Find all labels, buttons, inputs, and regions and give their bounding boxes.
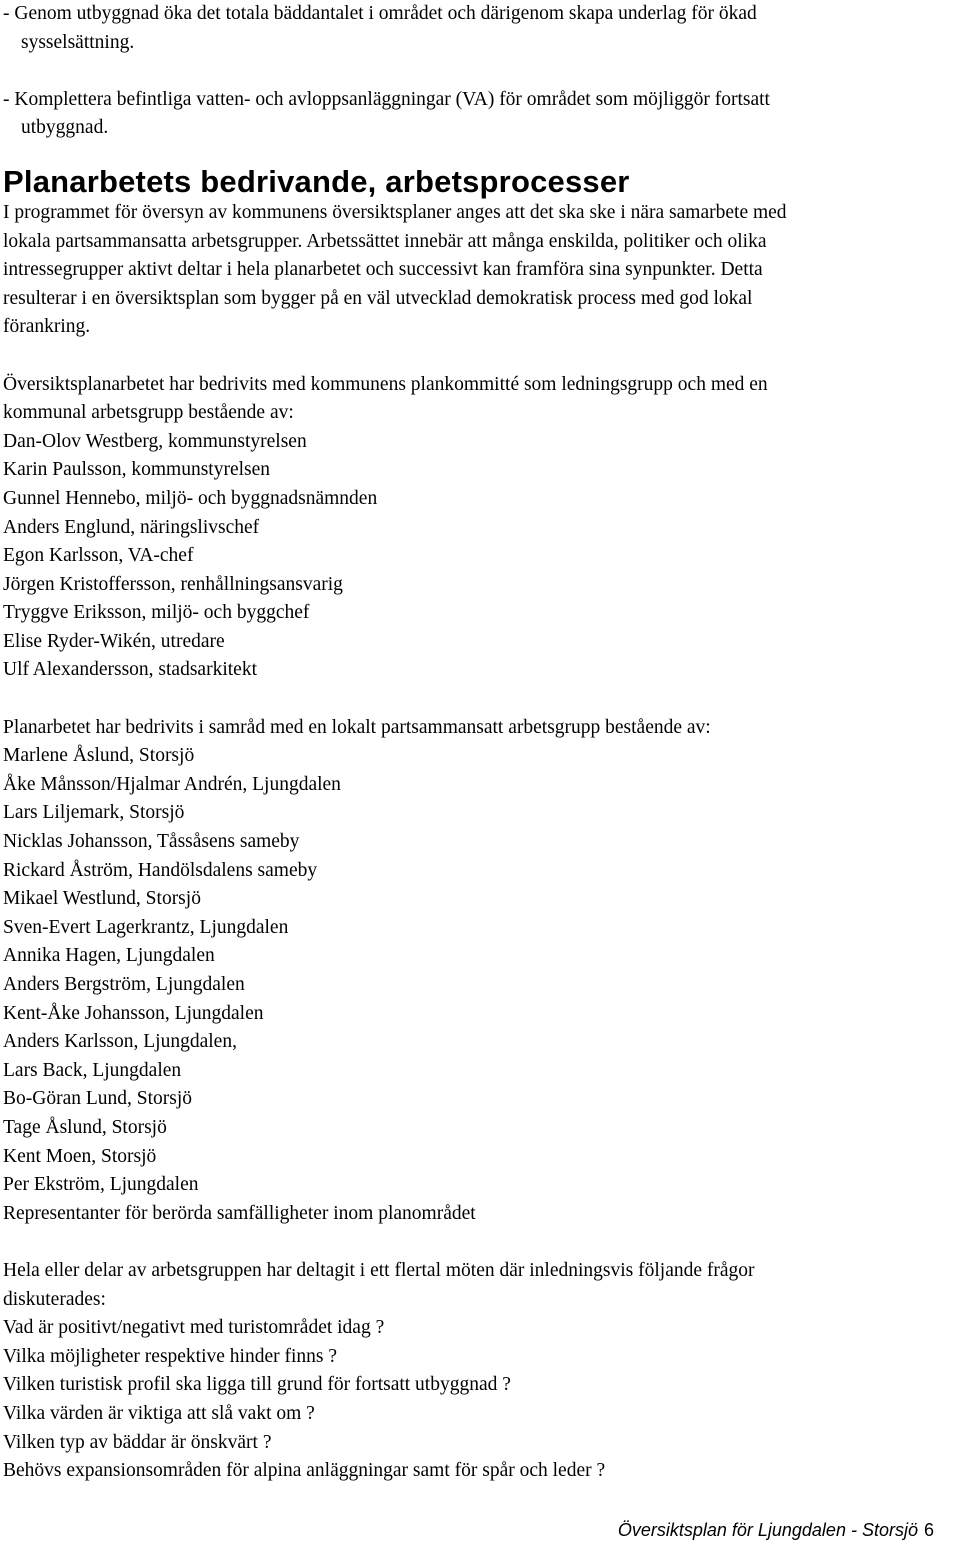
paragraph-line: I programmet för översyn av kommunens översiktsplaner anges att det ska ske i nära samarbete med [3,201,787,223]
list-item: Anders Englund, näringslivschef [3,516,260,538]
paragraph-line: förankring. [3,316,91,338]
bullet-line-continued: utbyggnad. [21,117,109,139]
paragraph-line: lokala partsammansatta arbetsgrupper. Arbetssättet innebär att många enskilda, politiker och olika [3,230,767,252]
page-number: 6 [923,1520,934,1540]
list-item: Ulf Alexandersson, stadsarkitekt [3,659,257,681]
paragraph-line: resulterar i en översiktsplan som bygger på en väl utvecklad demokratisk process med god lokal [3,287,753,309]
list-item: Sven-Evert Lagerkrantz, Ljungdalen [3,916,289,938]
bullet-item [3,0,958,57]
list-item: Elise Ryder-Wikén, utredare [3,630,225,652]
question-list [3,1314,958,1486]
question-item: Vilka värden är viktiga att slå vakt om ? [3,1402,315,1424]
list-item: Dan-Olov Westberg, kommunstyrelsen [3,430,307,452]
page-footer [618,1518,934,1542]
list-item: Rickard Åström, Handölsdalens sameby [3,859,318,881]
list-item: Kent Moen, Storsjö [3,1145,157,1167]
question-item: Vilken turistisk profil ska ligga till grund för fortsatt utbyggnad ? [3,1374,511,1396]
list-item: Bo-Göran Lund, Storsjö [3,1088,193,1110]
list-item: Jörgen Kristoffersson, renhållningsansvarig [3,573,343,595]
bullet-line-continued: sysselsättning. [21,31,135,53]
list-item: Mikael Westlund, Storsjö [3,888,201,910]
spacer [3,57,958,86]
question-item: Vad är positivt/negativt med turistområdet idag ? [3,1317,385,1339]
list-item: Annika Hagen, Ljungdalen [3,945,215,967]
paragraph-line: Hela eller delar av arbetsgruppen har deltagit i ett flertal möten där inledningsvis följande frågor [3,1259,755,1281]
list-item: Tage Åslund, Storsjö [3,1116,167,1138]
paragraph-line: Planarbetet har bedrivits i samråd med en lokalt partsammansatt arbetsgrupp bestående av: [3,716,711,738]
questions-section [3,1257,958,1486]
intro-paragraph [3,199,958,342]
list-item: Nicklas Johansson, Tåssåsens sameby [3,831,300,853]
paragraph-line: diskuterades: [3,1288,106,1310]
spacer [3,1228,958,1257]
list-item: Karin Paulsson, kommunstyrelsen [3,459,271,481]
list-item: Lars Back, Ljungdalen [3,1059,182,1081]
local-group-member-list [3,742,958,1228]
bullet-item [3,86,958,143]
bullet-line: - Komplettera befintliga vatten- och avloppsanläggningar (VA) för området som möjliggör fortsatt [3,88,770,110]
paragraph-line: intressegrupper aktivt deltar i hela planarbetet och successivt kan framföra sina synpunkter. Detta [3,259,763,281]
section-heading: Planarbetets bedrivande, arbetsprocesser [3,163,630,199]
spacer [3,685,958,714]
list-item: Anders Karlsson, Ljungdalen, [3,1031,237,1053]
list-item: Gunnel Hennebo, miljö- och byggnadsnämnden [3,487,378,509]
paragraph-line: Översiktsplanarbetet har bedrivits med kommunens plankommitté som ledningsgrupp och med en [3,373,768,395]
list-item: Anders Bergström, Ljungdalen [3,974,245,995]
footer-title: Översiktsplan för Ljungdalen - Storsjö [617,1520,918,1540]
list-item: Egon Karlsson, VA-chef [3,545,194,567]
bullet-line: - Genom utbyggnad öka det totala bäddantalet i området och därigenom skapa underlag för ökad [3,3,757,24]
list-item: Lars Liljemark, Storsjö [3,802,185,824]
list-item: Åke Månsson/Hjalmar Andrén, Ljungdalen [3,773,341,795]
list-item: Per Ekström, Ljungdalen [3,1174,199,1196]
question-item: Behövs expansionsområden för alpina anläggningar samt för spår och leder ? [3,1460,606,1482]
list-item: Kent-Åke Johansson, Ljungdalen [3,1002,264,1024]
list-item: Representanter för berörda samfälligheter inom planområdet [3,1202,476,1224]
question-item: Vilka möjligheter respektive hinder finns ? [3,1345,338,1367]
local-group-section [3,714,958,1229]
list-item: Marlene Åslund, Storsjö [3,745,195,767]
paragraph-line: kommunal arbetsgrupp bestående av: [3,402,294,424]
spacer [3,342,958,371]
list-item: Tryggve Eriksson, miljö- och byggchef [3,602,310,624]
document-page [3,0,958,1486]
question-item: Vilken typ av bäddar är önskvärt ? [3,1431,272,1453]
committee-member-list [3,428,958,685]
committee-section [3,371,958,686]
